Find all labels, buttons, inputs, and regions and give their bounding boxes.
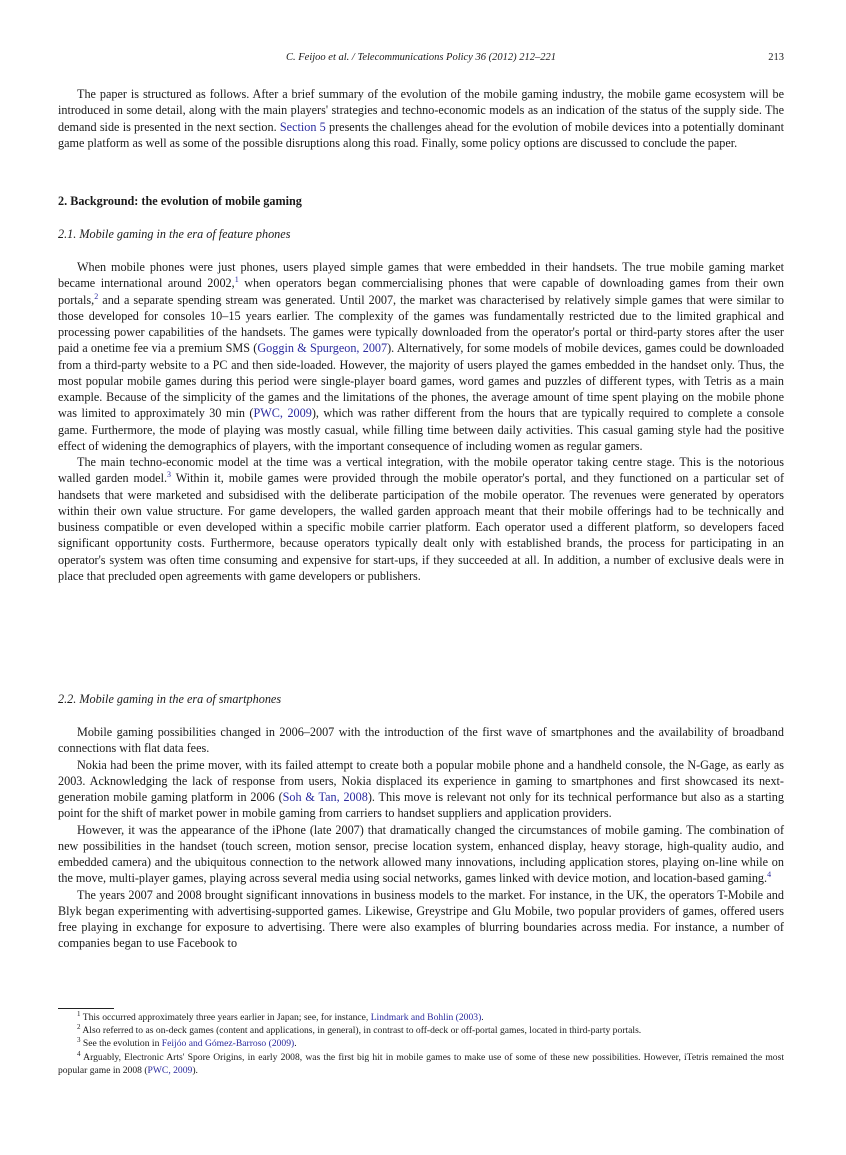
text-run: ). xyxy=(192,1064,198,1076)
body-paragraph xyxy=(58,822,784,887)
intro-paragraph xyxy=(58,86,784,151)
text-run: This occurred approximately three years earlier in Japan; see, for instance, xyxy=(82,1012,371,1023)
subsection-heading: 2.1. Mobile gaming in the era of feature phones xyxy=(58,227,291,241)
body-paragraph: Mobile gaming possibilities changed in 2006–2007 with the introduction of the first wave of smartphones and the availability of broadband connections with flat data fees. xyxy=(58,725,784,756)
body-paragraph xyxy=(58,259,784,454)
footnote-number: 4 xyxy=(77,1049,81,1058)
text-run: . xyxy=(294,1038,297,1050)
footnote-ref-3[interactable]: 3 xyxy=(167,470,172,480)
subsection-2-1-heading-block xyxy=(58,226,784,242)
section-5-link[interactable]: Section 5 xyxy=(279,119,326,134)
footnote xyxy=(58,1011,784,1024)
footnote-number: 2 xyxy=(77,1023,81,1032)
text-run: Nokia had been the prime mover, with its failed attempt to create both a popular mobile phone and a handheld console, the N-Gage, as early as 2003. Acknowledging the lack of response from users, Nokia displaced its experience in gaming to smartphones and first showcased its next-generation mobile gaming platform in 2006 ( xyxy=(58,757,784,804)
running-header xyxy=(58,52,784,68)
journal-citation: C. Feijoo et al. / Telecommunications Policy 36 (2012) 212–221 xyxy=(286,52,556,63)
text-run: and a separate spending stream was generated. Until 2007, the market was characterised by relatively simple games that were similar to those developed for consoles 10–15 years earlier. The complexity of the games was fundamentally restricted due to the limited graphical and processing power capabilities of the handsets. The games were typically downloaded from the operator's portal or third-party stores after the user paid a onetime fee via a premium SMS ( xyxy=(58,292,784,356)
text-run: The paper is structured as follows. After a brief summary of the evolution of the mobile gaming industry, the mobile game ecosystem will be introduced in some detail, along with the main players' strategies and techno-economic models as an indication of the status of the supply side. The demand side is presented in the next section. xyxy=(58,87,784,134)
text-run: Arguably, Electronic Arts' Spore Origins, in early 2008, was the first big hit in mobile games to make use of some of these new possibilities. However, iTetris remained the most popular game in 2008 ( xyxy=(58,1051,784,1076)
citation-link[interactable]: PWC, 2009 xyxy=(253,406,312,421)
citation-link[interactable]: Soh & Tan, 2008 xyxy=(282,790,368,804)
text-run: When mobile phones were just phones, users played simple games that were embedded in their handsets. The true mobile gaming market became international around 2002, xyxy=(58,260,784,291)
footnote-ref-4[interactable]: 4 xyxy=(767,870,772,880)
section-heading: 2. Background: the evolution of mobile gaming xyxy=(58,194,302,208)
subsection-2-2-heading-block xyxy=(58,691,784,707)
body-paragraph xyxy=(58,454,784,584)
body-paragraph xyxy=(58,757,784,822)
footnote xyxy=(58,1037,784,1050)
subsection-heading: 2.2. Mobile gaming in the era of smartphones xyxy=(58,692,282,706)
text-run: ). Alternatively, for some models of mobile devices, games could be downloaded from a third-party website to a PC and then side-loaded. However, the majority of users played the games embedded in the handset only. Thus, the most popular mobile games during this period were single-player board games, word games and puzzles of different types, with Tetris as a main example. Because of the simplicity of the games and the limitations of the phones, the average amount of time spent playing on the mobile phone was limited to approximately 30 min ( xyxy=(58,341,784,421)
text-run: Within it, mobile games were provided through the mobile operator's portal, and they functioned on a particular set of handsets that were marketed and subsidised with the deliberate participation of the mobile operator. The revenues were generated by operators within their own value structure. For game developers, the walled garden approach meant that their mobile offerings had to be technically and business compatible or even developed within a specific mobile carrier platform. Each operator used a different platform, so developers faced significant opportunity costs. Furthermore, because operators typically dealt only with established brands, the process for participating in an operator's system was often time consuming and expensive for start-ups, if they succeeded at all. In addition, a number of exclusive deals were in place that precluded open agreements with game developers or publishers. xyxy=(58,471,785,583)
text-run: ). This move is relevant not only for its technical performance but also as a starting point for the shift of market power in mobile gaming from carriers to handset suppliers and application providers. xyxy=(58,790,784,821)
text-run: presents the challenges ahead for the evolution of mobile devices into a potentially dominant game platform as well as some of the possible disruptions along this road. Finally, some policy options are discussed to conclude the paper. xyxy=(58,119,784,150)
citation-link[interactable]: Lindmark and Bohlin (2003) xyxy=(370,1012,482,1023)
subsection-2-1-body xyxy=(58,259,784,584)
body-paragraph: The years 2007 and 2008 brought significant innovations in business models to the market. For instance, in the UK, the operators T-Mobile and Blyk began experimenting with advertising-supported games. Likewise, Greystripe and Glu Mobile, two popular providers of games, offered users free playing in exchange for exposure to advertising. There were also examples of blurring boundaries across media. For instance, a number of companies began to use Facebook to xyxy=(58,887,784,951)
citation-link[interactable]: Goggin & Spurgeon, 2007 xyxy=(257,341,388,356)
subsection-2-2-body xyxy=(58,724,784,952)
text-run: However, it was the appearance of the iPhone (late 2007) that dramatically changed the circumstances of mobile gaming. The combination of new possibilities in the handset (touch screen, motion sensor, precise location system, enhanced display, heavy storage, high-quality audio, and embedded camera) and the ubiquitous connection to the network allowed many innovations, including application stores, playing on-line while on the move, multi-player games, playing across several media using social networks, games linked with device motion, and location-based gaming. xyxy=(58,822,784,886)
text-run: ), which was rather different from the hours that are typically required to complete a console game. Furthermore, the mode of playing was mostly casual, while filling time between daily activities. This casual gaming style had the positive effect of widening the demographics of players, with the important consequence of including women as regular gamers. xyxy=(58,406,784,453)
text-run: when operators began commercialising phones that were capable of downloading games from their own portals, xyxy=(58,276,784,307)
section-2-heading-block xyxy=(58,193,784,209)
footnotes xyxy=(58,1011,784,1077)
footnote-divider xyxy=(58,1008,114,1009)
footnote-ref-1[interactable]: 1 xyxy=(234,275,239,285)
footnote-number: 1 xyxy=(77,1010,81,1018)
footnote-number: 3 xyxy=(77,1036,81,1045)
text-run: See the evolution in xyxy=(82,1038,162,1050)
citation-link[interactable]: Feijóo and Gómez-Barroso (2009) xyxy=(161,1038,295,1050)
footnote xyxy=(58,1024,784,1037)
text-run: . xyxy=(481,1012,484,1023)
text-run: Also referred to as on-deck games (content and applications, in general), in contrast to off-deck or off-portal games, located in third-party portals. xyxy=(82,1025,642,1037)
footnote xyxy=(58,1051,784,1077)
page-number: 213 xyxy=(768,52,784,63)
text-run: The main techno-economic model at the time was a vertical integration, with the mobile operator taking centre stage. This is the notorious walled garden model. xyxy=(58,455,784,486)
intro-section xyxy=(58,86,784,151)
citation-link[interactable]: PWC, 2009 xyxy=(147,1064,193,1076)
footnote-ref-2[interactable]: 2 xyxy=(94,291,99,301)
